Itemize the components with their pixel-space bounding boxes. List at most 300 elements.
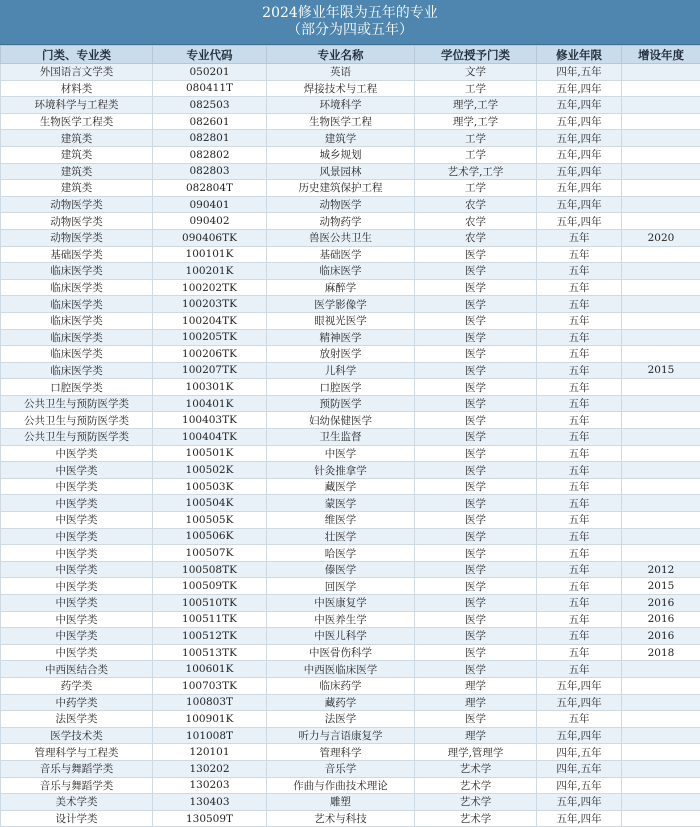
cell-year-added [622,711,700,728]
header-row [1,46,700,64]
cell-degree: 农学 [415,229,537,246]
cell-degree: 医学 [415,395,537,412]
cell-year-added [622,810,700,827]
cell-degree: 医学 [415,362,537,379]
cell-name: 预防医学 [267,395,415,412]
cell-year-added [622,113,700,130]
cell-year-added: 2012 [622,561,700,578]
cell-duration: 五年 [537,279,622,296]
cell-duration: 五年 [537,661,622,678]
cell-year-added: 2016 [622,611,700,628]
table-row [1,279,700,296]
cell-category: 动物医学类 [1,213,153,230]
cell-duration: 五年 [537,429,622,446]
cell-duration: 五年,四年 [537,196,622,213]
cell-degree: 医学 [415,462,537,479]
cell-duration: 五年 [537,611,622,628]
cell-name: 音乐学 [267,760,415,777]
cell-degree: 医学 [415,246,537,263]
cell-category: 临床医学类 [1,312,153,329]
cell-degree: 文学 [415,64,537,81]
cell-category: 中医学类 [1,445,153,462]
cell-name: 中医儿科学 [267,628,415,645]
table-row [1,429,700,446]
cell-duration: 五年 [537,478,622,495]
cell-degree: 理学 [415,727,537,744]
cell-name: 眼视光医学 [267,312,415,329]
cell-code: 100203TK [153,296,267,313]
cell-code: 130403 [153,794,267,811]
cell-year-added: 2016 [622,595,700,612]
cell-code: 100101K [153,246,267,263]
cell-year-added [622,694,700,711]
cell-name: 雕塑 [267,794,415,811]
cell-name: 环境科学 [267,97,415,114]
cell-degree: 艺术学 [415,777,537,794]
cell-degree: 医学 [415,346,537,363]
table-row [1,97,700,114]
cell-code: 100501K [153,445,267,462]
cell-degree: 医学 [415,561,537,578]
cell-code: 100511TK [153,611,267,628]
table-row [1,794,700,811]
cell-degree: 医学 [415,545,537,562]
cell-degree: 医学 [415,279,537,296]
cell-degree: 艺术学 [415,794,537,811]
cell-name: 听力与言语康复学 [267,727,415,744]
cell-category: 临床医学类 [1,362,153,379]
table-row [1,777,700,794]
cell-name: 城乡规划 [267,146,415,163]
cell-name: 精神医学 [267,329,415,346]
table-row [1,760,700,777]
cell-degree: 医学 [415,412,537,429]
cell-category: 建筑类 [1,130,153,147]
cell-duration: 五年 [537,628,622,645]
title-line-2: （部分为四或五年） [287,22,413,39]
cell-category: 音乐与舞蹈学类 [1,760,153,777]
table-row [1,711,700,728]
cell-name: 焊接技术与工程 [267,80,415,97]
cell-code: 090406TK [153,229,267,246]
cell-name: 中西医临床医学 [267,661,415,678]
cell-duration: 五年,四年 [537,113,622,130]
cell-category: 临床医学类 [1,296,153,313]
title-line-1: 2024修业年限为五年的专业 [262,5,438,22]
table-row [1,677,700,694]
cell-code: 050201 [153,64,267,81]
table-row [1,80,700,97]
cell-name: 哈医学 [267,545,415,562]
cell-name: 动物药学 [267,213,415,230]
cell-name: 藏医学 [267,478,415,495]
table-title [0,0,700,45]
cell-name: 风景园林 [267,163,415,180]
cell-name: 藏药学 [267,694,415,711]
cell-year-added [622,80,700,97]
cell-category: 生物医学工程类 [1,113,153,130]
cell-degree: 理学,工学 [415,97,537,114]
cell-code: 130202 [153,760,267,777]
cell-name: 中医康复学 [267,595,415,612]
table-row [1,661,700,678]
cell-category: 中医学类 [1,528,153,545]
cell-name: 中医骨伤科学 [267,644,415,661]
cell-code: 100601K [153,661,267,678]
cell-duration: 五年,四年 [537,810,622,827]
cell-duration: 五年,四年 [537,694,622,711]
cell-category: 中医学类 [1,578,153,595]
cell-year-added [622,462,700,479]
cell-category: 动物医学类 [1,229,153,246]
cell-year-added: 2015 [622,362,700,379]
cell-category: 药学类 [1,677,153,694]
cell-code: 090401 [153,196,267,213]
cell-name: 壮医学 [267,528,415,545]
header-name: 专业名称 [267,46,415,64]
cell-degree: 理学,工学 [415,113,537,130]
cell-category: 中医学类 [1,462,153,479]
cell-year-added [622,64,700,81]
cell-code: 100403TK [153,412,267,429]
cell-code: 100301K [153,379,267,396]
header-code: 专业代码 [153,46,267,64]
cell-degree: 理学 [415,694,537,711]
cell-code: 100207TK [153,362,267,379]
cell-degree: 医学 [415,478,537,495]
cell-year-added [622,246,700,263]
cell-degree: 理学 [415,677,537,694]
cell-year-added [622,727,700,744]
cell-category: 建筑类 [1,180,153,197]
cell-year-added [622,196,700,213]
cell-year-added [622,213,700,230]
cell-duration: 五年 [537,711,622,728]
cell-category: 中医学类 [1,495,153,512]
table-row [1,595,700,612]
table-row [1,445,700,462]
cell-degree: 医学 [415,711,537,728]
cell-category: 建筑类 [1,163,153,180]
cell-name: 儿科学 [267,362,415,379]
table-row [1,296,700,313]
cell-year-added [622,794,700,811]
cell-name: 医学影像学 [267,296,415,313]
table-row [1,130,700,147]
cell-year-added [622,130,700,147]
table-row [1,528,700,545]
cell-duration: 五年 [537,462,622,479]
cell-code: 100512TK [153,628,267,645]
table-row [1,561,700,578]
table-row [1,263,700,280]
cell-year-added [622,429,700,446]
cell-degree: 理学,管理学 [415,744,537,761]
cell-name: 回医学 [267,578,415,595]
cell-name: 作曲与作曲技术理论 [267,777,415,794]
cell-duration: 五年 [537,246,622,263]
cell-code: 100404TK [153,429,267,446]
cell-degree: 医学 [415,628,537,645]
cell-year-added [622,395,700,412]
cell-category: 中西医结合类 [1,661,153,678]
cell-degree: 医学 [415,512,537,529]
cell-name: 基础医学 [267,246,415,263]
table-row [1,113,700,130]
cell-year-added [622,445,700,462]
table-row [1,213,700,230]
cell-code: 082803 [153,163,267,180]
majors-table [0,45,700,827]
cell-year-added: 2018 [622,644,700,661]
cell-year-added [622,661,700,678]
cell-degree: 医学 [415,263,537,280]
cell-code: 082601 [153,113,267,130]
table-row [1,312,700,329]
cell-category: 公共卫生与预防医学类 [1,395,153,412]
cell-category: 中医学类 [1,628,153,645]
cell-degree: 工学 [415,80,537,97]
cell-category: 口腔医学类 [1,379,153,396]
table-row [1,64,700,81]
header-degree: 学位授予门类 [415,46,537,64]
cell-duration: 五年 [537,412,622,429]
cell-year-added [622,346,700,363]
cell-code: 101008T [153,727,267,744]
cell-name: 口腔医学 [267,379,415,396]
cell-degree: 医学 [415,644,537,661]
cell-year-added [622,478,700,495]
cell-category: 中药学类 [1,694,153,711]
cell-category: 基础医学类 [1,246,153,263]
cell-name: 中医学 [267,445,415,462]
cell-duration: 五年,四年 [537,794,622,811]
cell-name: 生物医学工程 [267,113,415,130]
cell-category: 材料类 [1,80,153,97]
table-row [1,146,700,163]
cell-code: 082801 [153,130,267,147]
cell-degree: 医学 [415,296,537,313]
cell-duration: 五年,四年 [537,80,622,97]
cell-duration: 五年,四年 [537,677,622,694]
cell-year-added [622,329,700,346]
cell-duration: 五年 [537,561,622,578]
cell-year-added [622,97,700,114]
cell-category: 设计学类 [1,810,153,827]
table-row [1,694,700,711]
cell-category: 中医学类 [1,644,153,661]
cell-category: 临床医学类 [1,263,153,280]
cell-degree: 工学 [415,180,537,197]
cell-degree: 医学 [415,429,537,446]
table-row [1,611,700,628]
cell-code: 082503 [153,97,267,114]
cell-duration: 五年 [537,545,622,562]
cell-name: 建筑学 [267,130,415,147]
header-year-added: 增设年度 [622,46,700,64]
cell-code: 100901K [153,711,267,728]
cell-name: 维医学 [267,512,415,529]
cell-degree: 艺术学 [415,760,537,777]
cell-duration: 五年,四年 [537,180,622,197]
cell-name: 卫生监督 [267,429,415,446]
cell-code: 130203 [153,777,267,794]
cell-duration: 五年 [537,644,622,661]
table-row [1,346,700,363]
cell-year-added [622,495,700,512]
cell-degree: 艺术学,工学 [415,163,537,180]
cell-code: 100505K [153,512,267,529]
cell-duration: 五年 [537,445,622,462]
cell-year-added [622,163,700,180]
cell-category: 公共卫生与预防医学类 [1,429,153,446]
cell-code: 100202TK [153,279,267,296]
cell-duration: 五年 [537,495,622,512]
cell-duration: 四年,五年 [537,744,622,761]
cell-duration: 五年 [537,263,622,280]
cell-name: 放射医学 [267,346,415,363]
cell-year-added [622,263,700,280]
table-row [1,412,700,429]
cell-code: 100508TK [153,561,267,578]
cell-duration: 五年,四年 [537,97,622,114]
cell-degree: 医学 [415,445,537,462]
table-row [1,578,700,595]
table-row [1,512,700,529]
cell-duration: 五年 [537,346,622,363]
table-row [1,478,700,495]
cell-code: 100401K [153,395,267,412]
cell-degree: 医学 [415,578,537,595]
cell-year-added [622,146,700,163]
cell-duration: 五年,四年 [537,213,622,230]
cell-year-added [622,777,700,794]
cell-category: 中医学类 [1,611,153,628]
cell-code: 100204TK [153,312,267,329]
cell-degree: 农学 [415,196,537,213]
cell-category: 中医学类 [1,512,153,529]
cell-code: 100509TK [153,578,267,595]
table-body [1,64,700,827]
cell-year-added [622,760,700,777]
table-row [1,644,700,661]
cell-code: 100205TK [153,329,267,346]
cell-year-added [622,512,700,529]
table-row [1,727,700,744]
cell-year-added [622,279,700,296]
cell-duration: 五年,四年 [537,146,622,163]
cell-name: 临床医学 [267,263,415,280]
cell-category: 中医学类 [1,478,153,495]
cell-name: 傣医学 [267,561,415,578]
cell-duration: 五年 [537,379,622,396]
cell-duration: 五年 [537,578,622,595]
cell-code: 120101 [153,744,267,761]
cell-code: 100506K [153,528,267,545]
cell-year-added [622,296,700,313]
cell-duration: 五年 [537,329,622,346]
table-row [1,180,700,197]
table-row [1,810,700,827]
cell-code: 100513TK [153,644,267,661]
cell-category: 音乐与舞蹈学类 [1,777,153,794]
cell-code: 130509T [153,810,267,827]
header-duration: 修业年限 [537,46,622,64]
cell-year-added [622,412,700,429]
table-row [1,362,700,379]
table-row [1,379,700,396]
cell-code: 100507K [153,545,267,562]
cell-duration: 五年 [537,528,622,545]
cell-duration: 五年 [537,595,622,612]
table-row [1,744,700,761]
cell-code: 090402 [153,213,267,230]
table-row [1,395,700,412]
cell-duration: 五年 [537,362,622,379]
cell-name: 中医养生学 [267,611,415,628]
cell-degree: 工学 [415,146,537,163]
table-row [1,229,700,246]
cell-code: 100504K [153,495,267,512]
cell-duration: 五年,四年 [537,130,622,147]
header-category: 门类、专业类 [1,46,153,64]
table-row [1,462,700,479]
cell-degree: 农学 [415,213,537,230]
cell-duration: 五年,四年 [537,727,622,744]
cell-category: 临床医学类 [1,346,153,363]
cell-category: 医学技术类 [1,727,153,744]
cell-degree: 艺术学 [415,810,537,827]
cell-degree: 医学 [415,661,537,678]
table-row [1,545,700,562]
cell-year-added: 2015 [622,578,700,595]
cell-category: 中医学类 [1,545,153,562]
cell-name: 蒙医学 [267,495,415,512]
cell-duration: 五年 [537,296,622,313]
cell-duration: 五年 [537,229,622,246]
cell-name: 兽医公共卫生 [267,229,415,246]
table-row [1,246,700,263]
cell-duration: 五年 [537,312,622,329]
cell-code: 100803T [153,694,267,711]
cell-degree: 工学 [415,130,537,147]
cell-code: 100510TK [153,595,267,612]
cell-category: 中医学类 [1,561,153,578]
cell-name: 英语 [267,64,415,81]
cell-category: 环境科学与工程类 [1,97,153,114]
table-row [1,163,700,180]
cell-name: 管理科学 [267,744,415,761]
cell-code: 100502K [153,462,267,479]
table-row [1,495,700,512]
cell-degree: 医学 [415,379,537,396]
cell-category: 动物医学类 [1,196,153,213]
table-row [1,196,700,213]
cell-code: 082802 [153,146,267,163]
cell-duration: 五年 [537,395,622,412]
cell-year-added [622,545,700,562]
cell-category: 外国语言文学类 [1,64,153,81]
cell-degree: 医学 [415,329,537,346]
cell-name: 历史建筑保护工程 [267,180,415,197]
cell-code: 100703TK [153,677,267,694]
cell-year-added: 2016 [622,628,700,645]
cell-category: 临床医学类 [1,329,153,346]
cell-degree: 医学 [415,495,537,512]
cell-degree: 医学 [415,611,537,628]
cell-code: 100503K [153,478,267,495]
cell-name: 临床药学 [267,677,415,694]
